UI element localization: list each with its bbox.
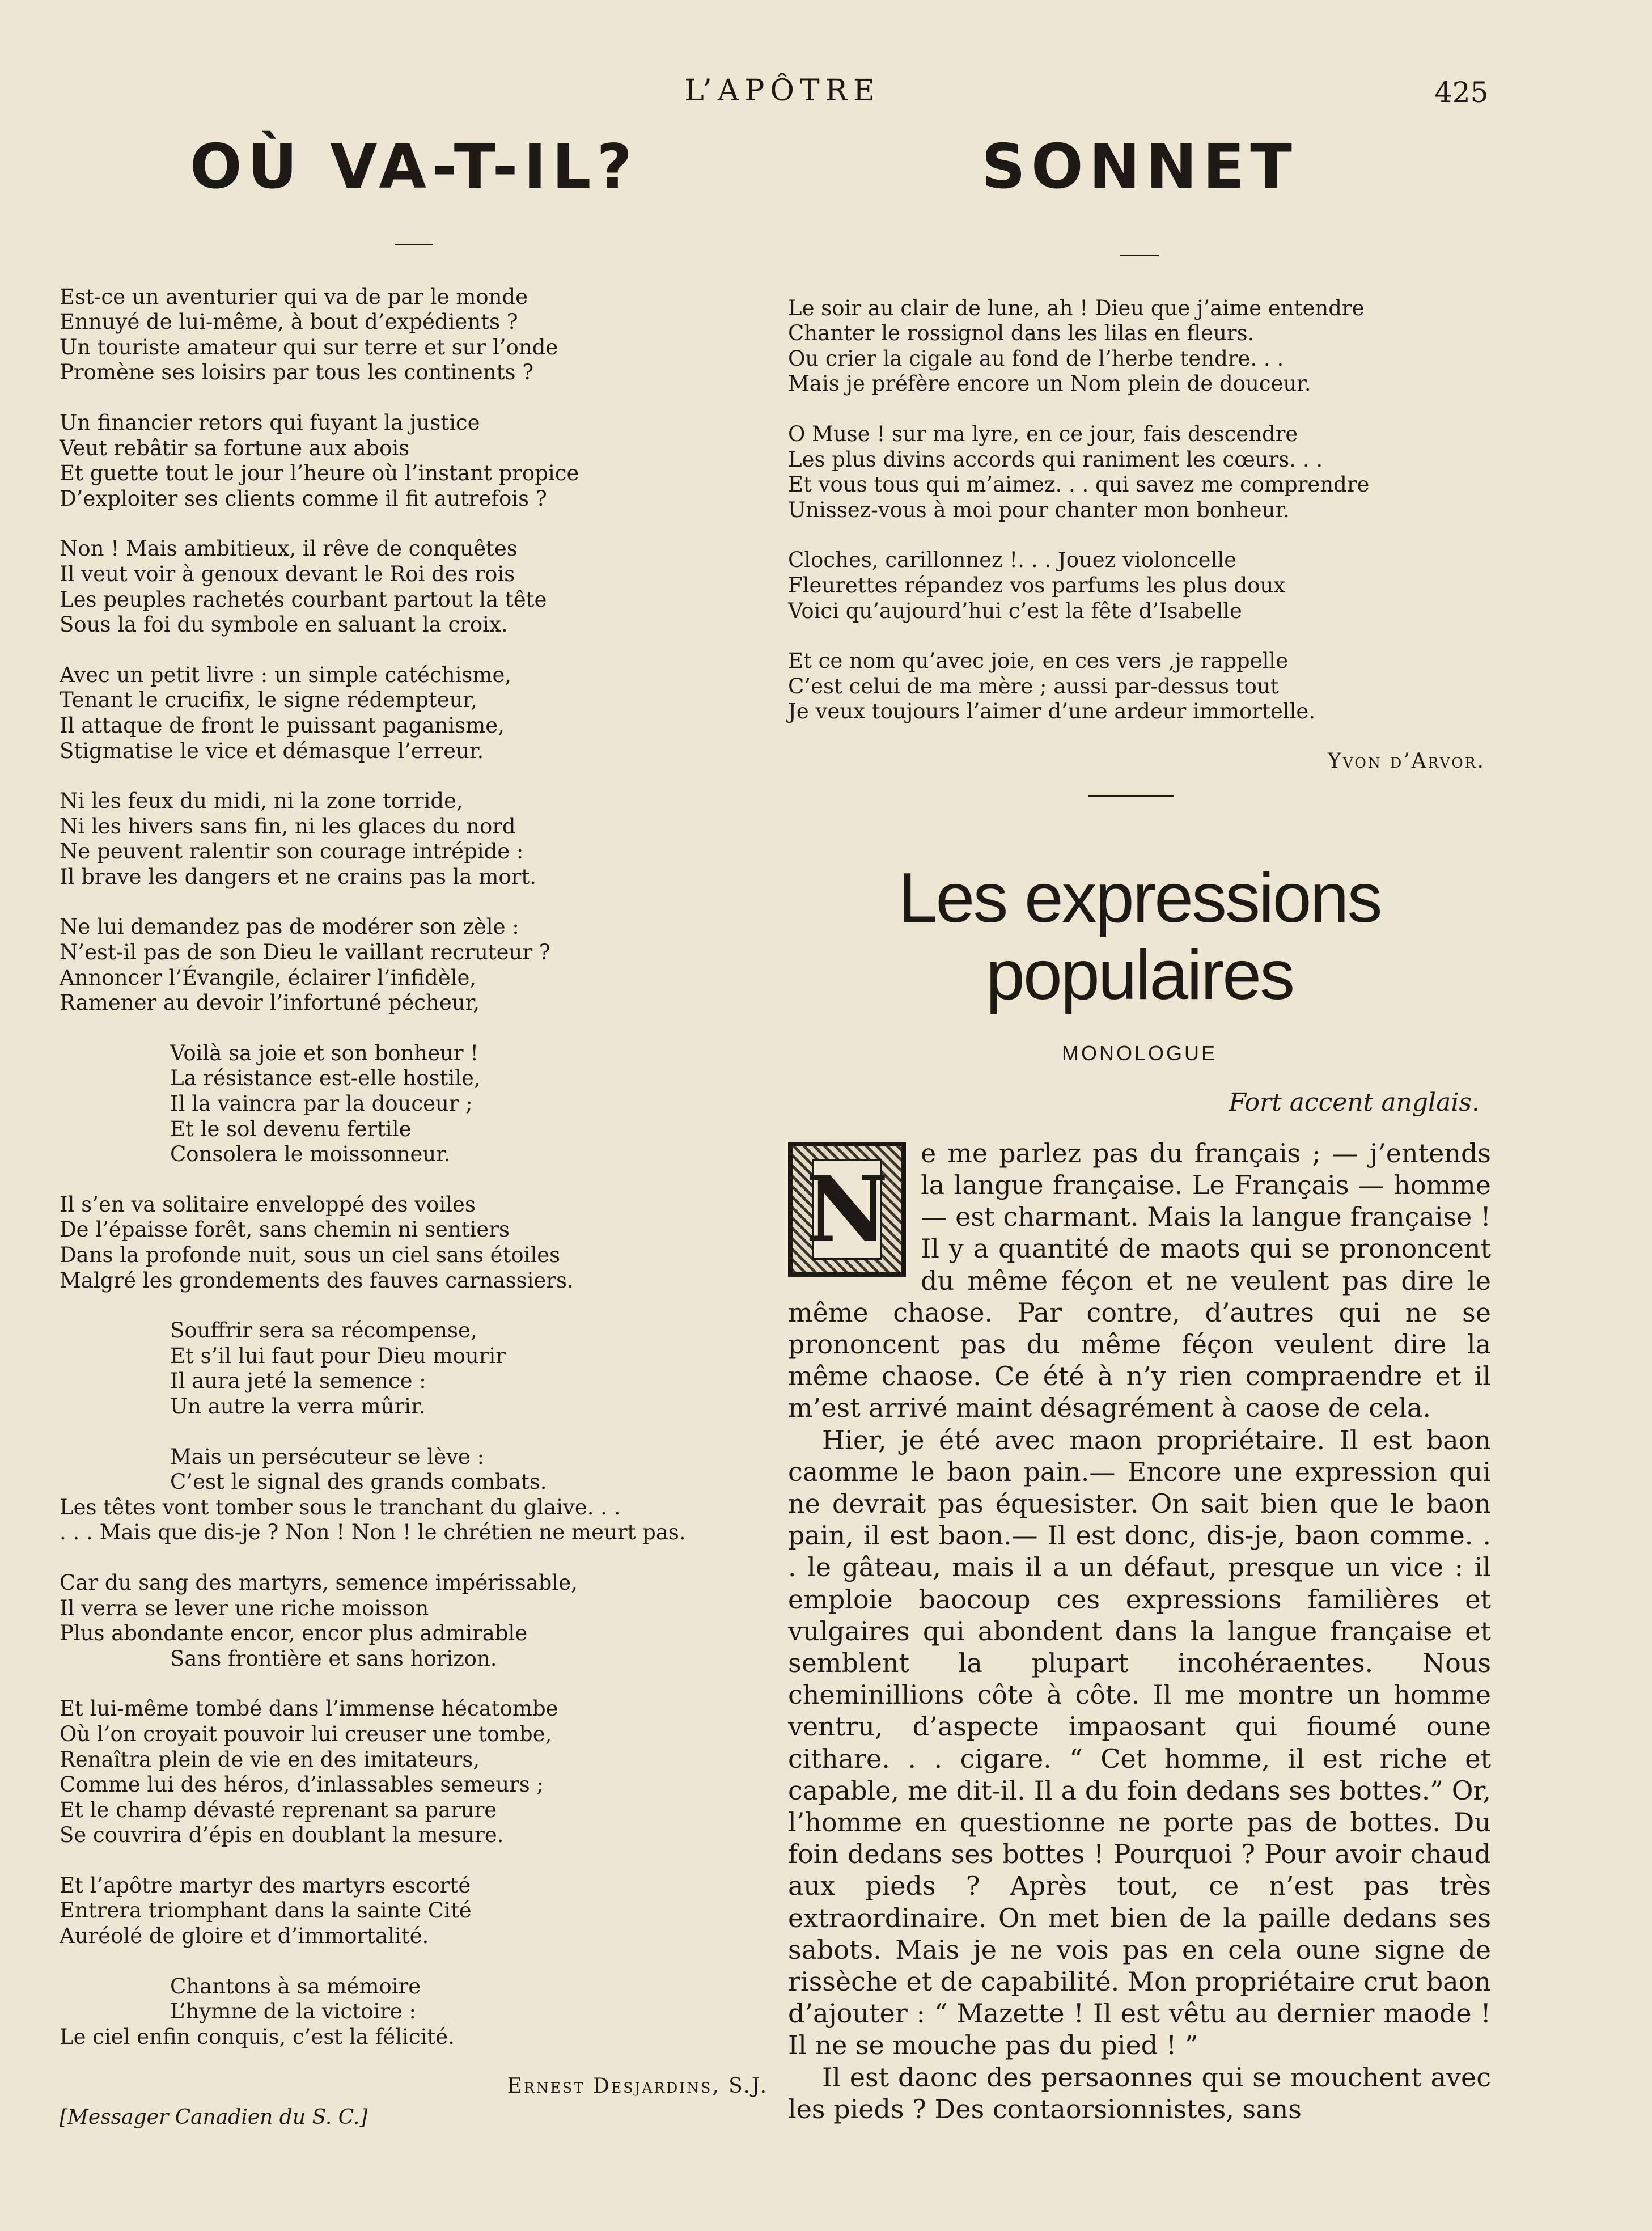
verse-line: Avec un petit livre : un simple catéchisme, [60, 662, 512, 687]
stanza [60, 536, 768, 637]
verse-line: Et l’apôtre martyr des martyrs escorté [60, 1873, 471, 1898]
verse-line: Les plus divins accords qui raniment les cœurs. . . [788, 447, 1323, 472]
verse-line: Voilà sa joie et son bonheur ! [170, 1040, 479, 1065]
verse-line: . . . Mais que dis-je ? Non ! Non ! le chrétien ne meurt pas. [60, 1520, 686, 1545]
verse-line: Et lui-même tombé dans l’immense hécatombe [60, 1696, 558, 1721]
verse-line: Sans frontière et sans horizon. [170, 1646, 497, 1671]
poem-citation: [Messager Canadien du S. C.] [60, 2106, 368, 2130]
verse-line: Annoncer l’Évangile, éclairer l’infidèle, [60, 965, 477, 990]
verse-line: Et vous tous qui m’aimez. . . qui savez me comprendre [788, 472, 1370, 497]
verse-line: Sous la foi du symbole en saluant la croix. [60, 612, 508, 637]
verse-line: Stigmatise le vice et démasque l’erreur. [60, 738, 484, 763]
sonnet-body [788, 296, 1491, 725]
verse-line: Promène ses loisirs par tous les continents ? [60, 360, 534, 385]
stanza [788, 422, 1491, 523]
stanza [60, 1192, 768, 1293]
verse-line: D’exploiter ses clients comme il fit autrefois ? [60, 486, 547, 511]
stanza [60, 915, 768, 1015]
verse-line: Ne lui demandez pas de modérer son zèle : [60, 915, 519, 939]
verse-line: Ni les feux du midi, ni la zone torride, [60, 789, 463, 814]
verse-line: O Muse ! sur ma lyre, en ce jour, fais descendre [788, 421, 1298, 446]
verse-line: Il attaque de front le puissant paganisme, [60, 713, 505, 738]
verse-line: Il aura jeté la semence : [170, 1369, 426, 1394]
poem-signature: Ernest Desjardins, S.J. [507, 2075, 768, 2098]
verse-line: Chantons à sa mémoire [170, 1974, 421, 1999]
stanza [788, 548, 1491, 624]
verse-line: Il verra se lever une riche moisson [60, 1595, 429, 1620]
verse-line: Je veux toujours l’aimer d’une ardeur immortelle. [788, 699, 1316, 724]
stanza [788, 296, 1491, 397]
verse-line: Plus abondante encor, encor plus admirable [60, 1621, 528, 1646]
verse-line: Veut rebâtir sa fortune aux abois [60, 435, 410, 460]
verse-line: Ou crier la cigale au fond de l’herbe tendre. . . [788, 346, 1284, 371]
verse-line: Renaîtra plein de vie en des imitateurs, [60, 1747, 480, 1772]
sonnet-title: SONNET [981, 132, 1298, 202]
dropcap-ornament [788, 1142, 906, 1277]
verse-line: Il veut voir à genoux devant le Roi des rois [60, 561, 515, 586]
stanza [60, 1570, 768, 1671]
verse-line: Et guette tout le jour l’heure où l’instant propice [60, 461, 579, 486]
verse-line: Ne peuvent ralentir son courage intrépide : [60, 839, 524, 864]
sonnet-signature: Yvon d’Arvor. [1328, 749, 1485, 773]
stanza [60, 1041, 768, 1167]
title-rule [395, 244, 433, 245]
verse-line: Et le sol devenu fertile [170, 1116, 412, 1141]
verse-line: Comme lui des héros, d’inlassables semeurs ; [60, 1772, 544, 1797]
stanza [60, 663, 768, 764]
verse-line: Non ! Mais ambitieux, il rêve de conquêtes [60, 536, 518, 561]
verse-line: Et ce nom qu’avec joie, en ces vers ,je rappelle [788, 649, 1289, 674]
verse-line: Auréolé de gloire et d’immortalité. [60, 1924, 429, 1949]
stanza [60, 410, 768, 511]
verse-line: Il brave les dangers et ne crains pas la mort. [60, 864, 536, 889]
verse-line: Mais je préfère encore un Nom plein de douceur. [788, 371, 1311, 396]
verse-line: Entrera triomphant dans la sainte Cité [60, 1898, 472, 1923]
stanza [60, 789, 768, 890]
verse-line: La résistance est-elle hostile, [170, 1066, 481, 1091]
page-number: 425 [1434, 76, 1489, 109]
paragraph-text: e me parlez pas du français ; — j’entends la langue française. Le Français — homme — est charmant. Mais la langue française ! Il y a quantité de maots qui se prononcent du même féçon et ne veulent pas dire le même chaose. Par contre, d’autres qui ne se prononcent pas du même féçon veulent dire la même chaose. Ce été à n’y rien compraendre et il m’est arrivé maint désagrément à caose de cela. [788, 1137, 1491, 1424]
section-divider [1088, 795, 1174, 797]
verse-line: Ramener au devoir l’infortuné pécheur, [60, 990, 480, 1015]
verse-line: Unissez-vous à moi pour chanter mon bonheur. [788, 497, 1290, 522]
verse-line: L’hymne de la victoire : [170, 1999, 417, 2024]
verse-line: Le ciel enfin conquis, c’est la félicité. [60, 2024, 455, 2049]
poem-title: OÙ VA-T-IL? [189, 132, 638, 202]
verse-line: De l’épaisse forêt, sans chemin ni sentiers [60, 1217, 510, 1242]
poem-body [60, 285, 768, 2050]
article-subtitle: MONOLOGUE [1061, 1041, 1218, 1065]
verse-line: Ennuyé de lui-même, à bout d’expédients ? [60, 310, 518, 335]
verse-line: Car du sang des martyrs, semence impérissable, [60, 1570, 578, 1595]
verse-line: Les têtes vont tomber sous le tranchant du glaive. . . [60, 1495, 621, 1519]
verse-line: Dans la profonde nuit, sous un ciel sans étoiles [60, 1243, 561, 1267]
article-title: Les expressions populaires [898, 858, 1381, 1015]
verse-line: Chanter le rossignol dans les lilas en fleurs. [788, 321, 1255, 346]
verse-line: Malgré les grondements des fauves carnassiers. [60, 1268, 574, 1293]
running-title: L’APÔTRE [684, 74, 880, 108]
verse-line: Est-ce un aventurier qui va de par le monde [60, 284, 528, 309]
verse-line: C’est celui de ma mère ; aussi par-dessus tout [788, 674, 1279, 698]
stanza [60, 1318, 768, 1419]
article-body [788, 1137, 1491, 2125]
paragraph [788, 1137, 1491, 1424]
verse-line: Ni les hivers sans fin, ni les glaces du nord [60, 814, 516, 839]
verse-line: Tenant le crucifix, le signe rédempteur, [60, 688, 477, 713]
stanza [60, 1873, 768, 1949]
right-column [788, 130, 1491, 2125]
verse-line: Le soir au clair de lune, ah ! Dieu que j’aime entendre [788, 295, 1365, 320]
stanza [788, 649, 1491, 725]
stanza [60, 285, 768, 386]
verse-line: Et s’il lui faut pour Dieu mourir [170, 1343, 506, 1368]
verse-line: Mais un persécuteur se lève : [170, 1444, 485, 1469]
verse-line: Cloches, carillonnez !. . . Jouez violoncelle [788, 548, 1237, 573]
verse-line: Et le champ dévasté reprenant sa parure [60, 1797, 497, 1822]
verse-line: Souffrir sera sa récompense, [170, 1318, 477, 1343]
verse-line: Où l’on croyait pouvoir lui creuser une tombe, [60, 1721, 552, 1746]
verse-line: Fleurettes répandez vos parfums les plus doux [788, 573, 1286, 598]
stanza [60, 1696, 768, 1848]
dropcap-letter: N [805, 1155, 889, 1263]
verse-line: Il s’en va solitaire enveloppé des voiles [60, 1192, 476, 1217]
verse-line: N’est-il pas de son Dieu le vaillant recruteur ? [60, 940, 550, 965]
article-note: Fort accent anglais. [1229, 1087, 1480, 1117]
verse-line: C’est le signal des grands combats. [170, 1470, 547, 1495]
verse-line: Voici qu’aujourd’hui c’est la fête d’Isabelle [788, 598, 1242, 623]
stanza [60, 1974, 768, 2050]
verse-line: Un touriste amateur qui sur terre et sur l’onde [60, 335, 558, 359]
verse-line: Consolera le moissonneur. [170, 1142, 451, 1167]
left-column [60, 130, 768, 2129]
verse-line: Un financier retors qui fuyant la justice [60, 410, 480, 435]
verse-line: Les peuples rachetés courbant partout la tête [60, 587, 547, 612]
verse-line: Un autre la verra mûrir. [170, 1394, 426, 1419]
paragraph: Hier, je été avec maon propriétaire. Il est baon caomme le baon pain.— Encore une expression qui ne devrait pas équesister. On sait bien que le baon pain, il est baon.— Il est donc, dis-je, baon comme. . . le gâteau, mais il a un défaut, presque un vice : il emploie baocoup ces expressions familières et vulgaires qui abondent dans la langue française et semblent la plupart incohéraentes. Nous cheminillions côte à côte. Il me montre un homme ventru, d’aspecte impaosant qui fioumé oune cithare. . . cigare. “ Cet homme, il est riche et capable, me dit-il. Il a du foin dedans ses bottes.” Or, l’homme en questionne ne porte pas de bottes. Du foin dedans ses bottes ! Pourquoi ? Pour avoir chaud aux pieds ? Après tout, ce n’est pas très extraordinaire. On met bien de la paille dedans ses sabots. Mais je ne vois pas en cela oune signe de rissèche et de capabilité. Mon propriétaire crut baon d’ajouter : “ Mazette ! Il est vêtu au dernier maode ! Il ne se mouche pas du pied ! ” [788, 1424, 1491, 2061]
title-rule [1120, 255, 1159, 256]
stanza [60, 1445, 768, 1546]
verse-line: Il la vaincra par la douceur ; [170, 1091, 473, 1116]
verse-line: Se couvrira d’épis en doublant la mesure. [60, 1823, 504, 1848]
paragraph: Il est daonc des persaonnes qui se mouchent avec les pieds ? Des contaorsionnistes, sans [788, 2061, 1491, 2124]
